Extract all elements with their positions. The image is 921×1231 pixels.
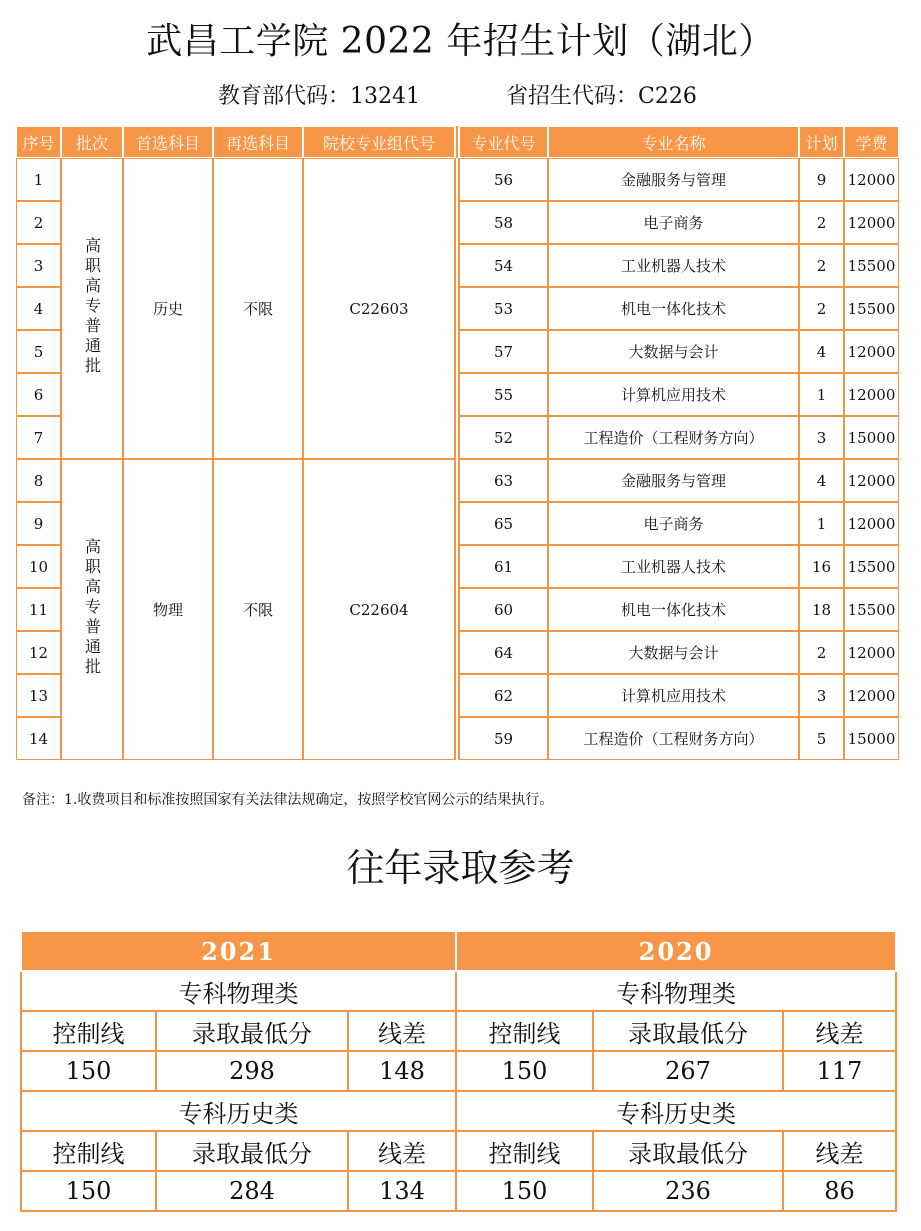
second-subject-cell: 不限 [213, 459, 303, 760]
major-name: 工程造价（工程财务方向） [548, 717, 799, 760]
plan-count: 2 [799, 244, 844, 287]
row-no: 5 [16, 330, 61, 373]
label-min-score: 录取最低分 [156, 1131, 348, 1171]
major-code: 58 [459, 201, 548, 244]
major-name: 金融服务与管理 [548, 158, 799, 201]
label-diff: 线差 [783, 1131, 896, 1171]
major-code: 60 [459, 588, 548, 631]
first-subject-cell: 物理 [123, 459, 213, 760]
major-name: 机电一体化技术 [548, 287, 799, 330]
category-row [21, 1091, 896, 1131]
admission-history-table [20, 930, 897, 1212]
diff-value: 86 [783, 1171, 896, 1211]
year-2020: 2020 [456, 931, 896, 971]
label-diff: 线差 [783, 1011, 896, 1051]
tuition-fee: 12000 [844, 201, 899, 244]
major-code: 57 [459, 330, 548, 373]
history-title: 往年录取参考 [346, 846, 575, 890]
tuition-fee: 12000 [844, 631, 899, 674]
major-code: 63 [459, 459, 548, 502]
row-no: 11 [16, 588, 61, 631]
footnote: 备注：1.收费项目和标准按照国家有关法律法规确定，按照学校官网公示的结果执行。 [22, 792, 554, 808]
tuition-fee: 12000 [844, 502, 899, 545]
label-diff: 线差 [348, 1011, 456, 1051]
tuition-fee: 12000 [844, 373, 899, 416]
tuition-fee: 12000 [844, 674, 899, 717]
row-no: 14 [16, 717, 61, 760]
page-title: 武昌工学院 2022 年招生计划（湖北） [146, 21, 775, 62]
row-no: 3 [16, 244, 61, 287]
control-value: 150 [456, 1051, 593, 1091]
header-no: 序号 [16, 126, 61, 158]
row-no: 1 [16, 158, 61, 201]
diff-value: 134 [348, 1171, 456, 1211]
major-name: 机电一体化技术 [548, 588, 799, 631]
major-code: 53 [459, 287, 548, 330]
plan-count: 3 [799, 674, 844, 717]
tuition-fee: 12000 [844, 459, 899, 502]
tuition-fee: 15500 [844, 244, 899, 287]
second-subject-cell: 不限 [213, 158, 303, 459]
plan-count: 2 [799, 287, 844, 330]
first-subject-cell: 历史 [123, 158, 213, 459]
major-name: 电子商务 [548, 201, 799, 244]
province-code: 省招生代码：C226 [506, 84, 697, 109]
table-row [16, 459, 899, 502]
major-code: 56 [459, 158, 548, 201]
control-value: 150 [21, 1171, 156, 1211]
row-no: 2 [16, 201, 61, 244]
header-batch: 批次 [61, 126, 123, 158]
label-min-score: 录取最低分 [593, 1131, 783, 1171]
label-control: 控制线 [456, 1011, 593, 1051]
row-no: 10 [16, 545, 61, 588]
control-value: 150 [456, 1171, 593, 1211]
label-control: 控制线 [21, 1011, 156, 1051]
min-score-value: 284 [156, 1171, 348, 1211]
major-code: 55 [459, 373, 548, 416]
row-no: 8 [16, 459, 61, 502]
header-plan: 计划 [799, 126, 844, 158]
header-fee: 学费 [844, 126, 899, 158]
plan-count: 16 [799, 545, 844, 588]
category-physics-2020: 专科物理类 [456, 971, 896, 1011]
institution-codes [0, 80, 921, 114]
row-no: 6 [16, 373, 61, 416]
major-name: 电子商务 [548, 502, 799, 545]
year-row [21, 931, 896, 971]
plan-count: 4 [799, 459, 844, 502]
label-min-score: 录取最低分 [156, 1011, 348, 1051]
major-name: 金融服务与管理 [548, 459, 799, 502]
major-code: 61 [459, 545, 548, 588]
plan-count: 3 [799, 416, 844, 459]
row-no: 4 [16, 287, 61, 330]
diff-value: 148 [348, 1051, 456, 1091]
plan-count: 1 [799, 373, 844, 416]
min-score-value: 267 [593, 1051, 783, 1091]
batch-label: 高职高专普通批 [82, 537, 102, 678]
plan-count: 2 [799, 631, 844, 674]
major-name: 工程造价（工程财务方向） [548, 416, 799, 459]
label-control: 控制线 [456, 1131, 593, 1171]
batch-cell [61, 158, 123, 459]
major-name: 计算机应用技术 [548, 373, 799, 416]
year-2021: 2021 [21, 931, 456, 971]
tuition-fee: 12000 [844, 330, 899, 373]
plan-count: 2 [799, 201, 844, 244]
category-physics-2021: 专科物理类 [21, 971, 456, 1011]
value-row [21, 1051, 896, 1091]
enrollment-plan-table [16, 126, 899, 760]
diff-value: 117 [783, 1051, 896, 1091]
tuition-fee: 15000 [844, 416, 899, 459]
header-first-subject: 首选科目 [123, 126, 213, 158]
tuition-fee: 15500 [844, 545, 899, 588]
row-no: 13 [16, 674, 61, 717]
major-code: 59 [459, 717, 548, 760]
label-min-score: 录取最低分 [593, 1011, 783, 1051]
plan-count: 1 [799, 502, 844, 545]
column-label-row [21, 1131, 896, 1171]
min-score-value: 298 [156, 1051, 348, 1091]
major-code: 65 [459, 502, 548, 545]
label-diff: 线差 [348, 1131, 456, 1171]
plan-header-row [16, 126, 899, 158]
plan-count: 18 [799, 588, 844, 631]
category-row [21, 971, 896, 1011]
major-name: 大数据与会计 [548, 631, 799, 674]
plan-count: 9 [799, 158, 844, 201]
major-name: 大数据与会计 [548, 330, 799, 373]
plan-count: 4 [799, 330, 844, 373]
major-code: 52 [459, 416, 548, 459]
tuition-fee: 15000 [844, 717, 899, 760]
row-no: 9 [16, 502, 61, 545]
major-code: 54 [459, 244, 548, 287]
header-group-code: 院校专业组代号 [303, 126, 455, 158]
tuition-fee: 15500 [844, 588, 899, 631]
row-no: 7 [16, 416, 61, 459]
group-code-cell: C22604 [303, 459, 455, 760]
batch-label: 高职高专普通批 [82, 236, 102, 377]
tuition-fee: 15500 [844, 287, 899, 330]
tuition-fee: 12000 [844, 158, 899, 201]
value-row [21, 1171, 896, 1211]
plan-count: 5 [799, 717, 844, 760]
category-history-2020: 专科历史类 [456, 1091, 896, 1131]
header-major-code: 专业代号 [459, 126, 548, 158]
major-name: 计算机应用技术 [548, 674, 799, 717]
group-code-cell: C22603 [303, 158, 455, 459]
label-control: 控制线 [21, 1131, 156, 1171]
batch-cell [61, 459, 123, 760]
major-name: 工业机器人技术 [548, 545, 799, 588]
category-history-2021: 专科历史类 [21, 1091, 456, 1131]
major-code: 62 [459, 674, 548, 717]
table-row [16, 158, 899, 201]
header-major-name: 专业名称 [548, 126, 799, 158]
header-second-subject: 再选科目 [213, 126, 303, 158]
row-no: 12 [16, 631, 61, 674]
column-label-row [21, 1011, 896, 1051]
major-name: 工业机器人技术 [548, 244, 799, 287]
control-value: 150 [21, 1051, 156, 1091]
min-score-value: 236 [593, 1171, 783, 1211]
ministry-code: 教育部代码：13241 [218, 84, 420, 109]
major-code: 64 [459, 631, 548, 674]
